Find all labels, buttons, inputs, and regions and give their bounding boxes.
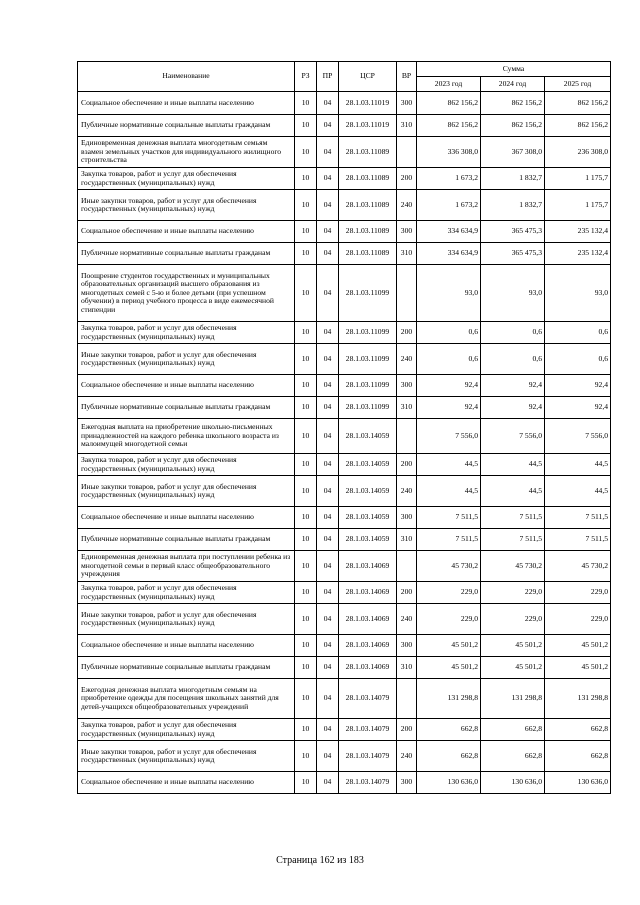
row-pr: 04 — [317, 419, 339, 454]
table-row — [78, 604, 611, 635]
row-csr: 28.1.03.11099 — [339, 375, 397, 397]
row-vr: 310 — [397, 657, 417, 679]
row-amount-2024: 92,4 — [481, 397, 545, 419]
row-rz: 10 — [295, 344, 317, 375]
row-pr: 04 — [317, 115, 339, 137]
row-csr: 28.1.03.14069 — [339, 551, 397, 582]
row-amount-2025: 7 511,5 — [545, 507, 611, 529]
row-amount-2024: 44,5 — [481, 454, 545, 476]
table-row — [78, 419, 611, 454]
row-rz: 10 — [295, 243, 317, 265]
table-row — [78, 741, 611, 772]
table-row — [78, 375, 611, 397]
table-row — [78, 168, 611, 190]
row-vr: 300 — [397, 772, 417, 794]
row-pr: 04 — [317, 476, 339, 507]
row-name: Социальное обеспечение и иные выплаты населению — [78, 92, 295, 115]
row-name: Единовременная денежная выплата многодетным семьям взамен земельных участков для индивидуального жилищного строительства — [78, 137, 295, 168]
row-amount-2024: 1 832,7 — [481, 190, 545, 221]
row-amount-2025: 45 501,2 — [545, 657, 611, 679]
row-amount-2025: 130 636,0 — [545, 772, 611, 794]
row-amount-2025: 7 556,0 — [545, 419, 611, 454]
row-amount-2023: 862 156,2 — [417, 115, 481, 137]
row-amount-2023: 7 511,5 — [417, 529, 481, 551]
table-row — [78, 507, 611, 529]
row-vr: 240 — [397, 344, 417, 375]
row-csr: 28.1.03.11019 — [339, 92, 397, 115]
row-csr: 28.1.03.14069 — [339, 582, 397, 604]
row-csr: 28.1.03.11099 — [339, 344, 397, 375]
row-rz: 10 — [295, 454, 317, 476]
row-pr: 04 — [317, 551, 339, 582]
row-amount-2023: 45 501,2 — [417, 635, 481, 657]
row-amount-2024: 862 156,2 — [481, 115, 545, 137]
table-row — [78, 719, 611, 741]
row-amount-2025: 131 298,8 — [545, 679, 611, 719]
row-vr: 310 — [397, 529, 417, 551]
row-pr: 04 — [317, 582, 339, 604]
row-rz: 10 — [295, 657, 317, 679]
row-pr: 04 — [317, 322, 339, 344]
row-vr: 300 — [397, 375, 417, 397]
row-vr: 200 — [397, 454, 417, 476]
table-row — [78, 344, 611, 375]
row-rz: 10 — [295, 265, 317, 322]
table-row — [78, 137, 611, 168]
row-pr: 04 — [317, 168, 339, 190]
row-name: Иные закупки товаров, работ и услуг для обеспечения государственных (муниципальных) нужд — [78, 604, 295, 635]
row-amount-2025: 235 132,4 — [545, 221, 611, 243]
row-amount-2024: 93,0 — [481, 265, 545, 322]
row-pr: 04 — [317, 397, 339, 419]
row-pr: 04 — [317, 719, 339, 741]
row-pr: 04 — [317, 635, 339, 657]
row-name: Закупка товаров, работ и услуг для обеспечения государственных (муниципальных) нужд — [78, 454, 295, 476]
row-amount-2024: 662,8 — [481, 719, 545, 741]
row-rz: 10 — [295, 679, 317, 719]
row-csr: 28.1.03.11099 — [339, 322, 397, 344]
row-amount-2025: 662,8 — [545, 719, 611, 741]
row-amount-2025: 92,4 — [545, 397, 611, 419]
row-vr: 300 — [397, 221, 417, 243]
row-csr: 28.1.03.11089 — [339, 168, 397, 190]
row-amount-2024: 1 832,7 — [481, 168, 545, 190]
row-amount-2023: 334 634,9 — [417, 243, 481, 265]
row-name: Закупка товаров, работ и услуг для обеспечения государственных (муниципальных) нужд — [78, 719, 295, 741]
row-csr: 28.1.03.14059 — [339, 529, 397, 551]
table-header — [78, 62, 611, 92]
row-rz: 10 — [295, 635, 317, 657]
table-row — [78, 582, 611, 604]
row-rz: 10 — [295, 115, 317, 137]
row-vr: 200 — [397, 168, 417, 190]
row-amount-2024: 7 511,5 — [481, 529, 545, 551]
row-rz: 10 — [295, 719, 317, 741]
row-pr: 04 — [317, 679, 339, 719]
row-amount-2024: 229,0 — [481, 582, 545, 604]
row-vr — [397, 679, 417, 719]
row-amount-2024: 365 475,3 — [481, 243, 545, 265]
row-amount-2025: 45 501,2 — [545, 635, 611, 657]
row-rz: 10 — [295, 551, 317, 582]
row-amount-2024: 45 501,2 — [481, 635, 545, 657]
row-amount-2024: 7 556,0 — [481, 419, 545, 454]
row-amount-2024: 365 475,3 — [481, 221, 545, 243]
row-amount-2023: 662,8 — [417, 741, 481, 772]
col-sum-header: Сумма — [417, 62, 611, 77]
row-name: Поощрение студентов государственных и муниципальных образовательных организаций высшего образования из многодетных семей с 5-ю и более детьми (при успешном обучении) в период учебного процесса в виде ежемесячной стипендии — [78, 265, 295, 322]
row-pr: 04 — [317, 507, 339, 529]
row-name: Социальное обеспечение и иные выплаты населению — [78, 375, 295, 397]
row-rz: 10 — [295, 604, 317, 635]
row-vr: 200 — [397, 582, 417, 604]
row-vr — [397, 419, 417, 454]
table-row — [78, 476, 611, 507]
col-pr-header: ПР — [317, 62, 339, 92]
row-vr: 240 — [397, 190, 417, 221]
row-vr: 240 — [397, 476, 417, 507]
row-name: Иные закупки товаров, работ и услуг для обеспечения государственных (муниципальных) нужд — [78, 741, 295, 772]
row-pr: 04 — [317, 604, 339, 635]
row-amount-2023: 0,6 — [417, 344, 481, 375]
table-row — [78, 772, 611, 794]
table-row — [78, 551, 611, 582]
row-amount-2023: 7 556,0 — [417, 419, 481, 454]
row-vr: 300 — [397, 635, 417, 657]
table-row — [78, 635, 611, 657]
row-pr: 04 — [317, 344, 339, 375]
row-amount-2023: 1 673,2 — [417, 190, 481, 221]
row-rz: 10 — [295, 190, 317, 221]
row-amount-2025: 0,6 — [545, 322, 611, 344]
row-vr — [397, 265, 417, 322]
row-amount-2025: 0,6 — [545, 344, 611, 375]
row-vr: 310 — [397, 397, 417, 419]
row-amount-2024: 92,4 — [481, 375, 545, 397]
row-pr: 04 — [317, 741, 339, 772]
row-amount-2023: 229,0 — [417, 604, 481, 635]
row-csr: 28.1.03.11089 — [339, 190, 397, 221]
row-name: Публичные нормативные социальные выплаты гражданам — [78, 397, 295, 419]
row-amount-2025: 44,5 — [545, 454, 611, 476]
row-csr: 28.1.03.14059 — [339, 476, 397, 507]
row-rz: 10 — [295, 772, 317, 794]
row-name: Ежегодная выплата на приобретение школьно-письменных принадлежностей на каждого ребенка школьного возраста из малоимущей многодетной семьи — [78, 419, 295, 454]
table-row — [78, 243, 611, 265]
row-amount-2024: 7 511,5 — [481, 507, 545, 529]
row-name: Публичные нормативные социальные выплаты гражданам — [78, 657, 295, 679]
row-vr: 200 — [397, 322, 417, 344]
table-row — [78, 92, 611, 115]
row-amount-2023: 92,4 — [417, 375, 481, 397]
row-csr: 28.1.03.14059 — [339, 507, 397, 529]
table-body — [78, 92, 611, 794]
row-vr: 200 — [397, 719, 417, 741]
row-amount-2023: 662,8 — [417, 719, 481, 741]
row-amount-2025: 235 132,4 — [545, 243, 611, 265]
row-amount-2023: 862 156,2 — [417, 92, 481, 115]
row-amount-2025: 236 308,0 — [545, 137, 611, 168]
row-name: Закупка товаров, работ и услуг для обеспечения государственных (муниципальных) нужд — [78, 582, 295, 604]
row-csr: 28.1.03.14079 — [339, 772, 397, 794]
table-row — [78, 322, 611, 344]
row-csr: 28.1.03.14079 — [339, 741, 397, 772]
row-name: Публичные нормативные социальные выплаты гражданам — [78, 529, 295, 551]
col-name-header: Наименование — [78, 62, 295, 92]
row-amount-2024: 45 501,2 — [481, 657, 545, 679]
row-rz: 10 — [295, 221, 317, 243]
row-name: Публичные нормативные социальные выплаты гражданам — [78, 115, 295, 137]
row-amount-2024: 130 636,0 — [481, 772, 545, 794]
row-amount-2023: 45 501,2 — [417, 657, 481, 679]
row-csr: 28.1.03.11089 — [339, 243, 397, 265]
table-row — [78, 221, 611, 243]
col-csr-header: ЦСР — [339, 62, 397, 92]
row-amount-2025: 92,4 — [545, 375, 611, 397]
col-year-2024-header: 2024 год — [481, 77, 545, 92]
page-number: Страница 162 из 183 — [276, 855, 364, 866]
row-name: Ежегодная денежная выплата многодетным семьям на приобретение одежды для посещения школьных занятий для детей-учащихся общеобразовательных учреждений — [78, 679, 295, 719]
row-amount-2023: 7 511,5 — [417, 507, 481, 529]
row-pr: 04 — [317, 657, 339, 679]
row-rz: 10 — [295, 322, 317, 344]
row-csr: 28.1.03.11019 — [339, 115, 397, 137]
row-name: Закупка товаров, работ и услуг для обеспечения государственных (муниципальных) нужд — [78, 322, 295, 344]
row-csr: 28.1.03.14079 — [339, 719, 397, 741]
row-amount-2025: 7 511,5 — [545, 529, 611, 551]
row-amount-2023: 45 730,2 — [417, 551, 481, 582]
row-pr: 04 — [317, 529, 339, 551]
row-vr: 240 — [397, 741, 417, 772]
row-csr: 28.1.03.14069 — [339, 604, 397, 635]
row-pr: 04 — [317, 92, 339, 115]
table-row — [78, 529, 611, 551]
row-amount-2024: 131 298,8 — [481, 679, 545, 719]
row-rz: 10 — [295, 582, 317, 604]
row-rz: 10 — [295, 741, 317, 772]
row-amount-2024: 862 156,2 — [481, 92, 545, 115]
table-row — [78, 115, 611, 137]
row-vr: 240 — [397, 604, 417, 635]
row-pr: 04 — [317, 221, 339, 243]
table-row — [78, 657, 611, 679]
row-amount-2024: 662,8 — [481, 741, 545, 772]
row-csr: 28.1.03.11099 — [339, 397, 397, 419]
table-row — [78, 454, 611, 476]
row-rz: 10 — [295, 168, 317, 190]
row-pr: 04 — [317, 137, 339, 168]
row-csr: 28.1.03.14069 — [339, 657, 397, 679]
row-rz: 10 — [295, 92, 317, 115]
row-amount-2025: 93,0 — [545, 265, 611, 322]
row-rz: 10 — [295, 529, 317, 551]
row-name: Иные закупки товаров, работ и услуг для обеспечения государственных (муниципальных) нужд — [78, 476, 295, 507]
row-vr — [397, 137, 417, 168]
row-name: Иные закупки товаров, работ и услуг для обеспечения государственных (муниципальных) нужд — [78, 190, 295, 221]
table-row — [78, 190, 611, 221]
row-amount-2023: 336 308,0 — [417, 137, 481, 168]
row-name: Иные закупки товаров, работ и услуг для обеспечения государственных (муниципальных) нужд — [78, 344, 295, 375]
row-amount-2023: 92,4 — [417, 397, 481, 419]
col-vr-header: ВР — [397, 62, 417, 92]
row-rz: 10 — [295, 507, 317, 529]
row-pr: 04 — [317, 190, 339, 221]
row-rz: 10 — [295, 137, 317, 168]
col-year-2023-header: 2023 год — [417, 77, 481, 92]
row-amount-2024: 45 730,2 — [481, 551, 545, 582]
row-rz: 10 — [295, 375, 317, 397]
row-amount-2023: 44,5 — [417, 454, 481, 476]
row-vr: 310 — [397, 243, 417, 265]
row-amount-2025: 229,0 — [545, 604, 611, 635]
row-rz: 10 — [295, 476, 317, 507]
row-name: Социальное обеспечение и иные выплаты населению — [78, 772, 295, 794]
row-pr: 04 — [317, 772, 339, 794]
row-vr: 310 — [397, 115, 417, 137]
row-csr: 28.1.03.14069 — [339, 635, 397, 657]
row-csr: 28.1.03.14079 — [339, 679, 397, 719]
row-amount-2025: 1 175,7 — [545, 190, 611, 221]
budget-table — [77, 61, 611, 794]
table-row — [78, 679, 611, 719]
row-amount-2025: 1 175,7 — [545, 168, 611, 190]
row-amount-2025: 862 156,2 — [545, 115, 611, 137]
row-amount-2024: 367 308,0 — [481, 137, 545, 168]
col-rz-header: РЗ — [295, 62, 317, 92]
row-vr: 300 — [397, 507, 417, 529]
row-vr — [397, 551, 417, 582]
row-amount-2023: 130 636,0 — [417, 772, 481, 794]
row-rz: 10 — [295, 419, 317, 454]
row-rz: 10 — [295, 397, 317, 419]
row-pr: 04 — [317, 375, 339, 397]
row-amount-2023: 93,0 — [417, 265, 481, 322]
row-pr: 04 — [317, 265, 339, 322]
row-amount-2023: 334 634,9 — [417, 221, 481, 243]
row-amount-2023: 44,5 — [417, 476, 481, 507]
row-amount-2023: 1 673,2 — [417, 168, 481, 190]
row-amount-2025: 862 156,2 — [545, 92, 611, 115]
row-name: Социальное обеспечение и иные выплаты населению — [78, 221, 295, 243]
row-csr: 28.1.03.11089 — [339, 137, 397, 168]
row-pr: 04 — [317, 454, 339, 476]
row-name: Единовременная денежная выплата при поступлении ребенка из многодетной семьи в первый класс общеобразовательного учреждения — [78, 551, 295, 582]
row-csr: 28.1.03.11099 — [339, 265, 397, 322]
row-name: Закупка товаров, работ и услуг для обеспечения государственных (муниципальных) нужд — [78, 168, 295, 190]
table-row — [78, 265, 611, 322]
row-csr: 28.1.03.11089 — [339, 221, 397, 243]
row-amount-2025: 45 730,2 — [545, 551, 611, 582]
row-name: Публичные нормативные социальные выплаты гражданам — [78, 243, 295, 265]
row-amount-2025: 44,5 — [545, 476, 611, 507]
row-amount-2023: 0,6 — [417, 322, 481, 344]
table-row — [78, 397, 611, 419]
row-pr: 04 — [317, 243, 339, 265]
row-amount-2024: 0,6 — [481, 344, 545, 375]
row-csr: 28.1.03.14059 — [339, 419, 397, 454]
row-csr: 28.1.03.14059 — [339, 454, 397, 476]
row-amount-2023: 229,0 — [417, 582, 481, 604]
row-amount-2024: 44,5 — [481, 476, 545, 507]
row-amount-2025: 662,8 — [545, 741, 611, 772]
row-amount-2025: 229,0 — [545, 582, 611, 604]
row-amount-2024: 0,6 — [481, 322, 545, 344]
row-name: Социальное обеспечение и иные выплаты населению — [78, 635, 295, 657]
row-vr: 300 — [397, 92, 417, 115]
row-amount-2024: 229,0 — [481, 604, 545, 635]
row-amount-2023: 131 298,8 — [417, 679, 481, 719]
col-year-2025-header: 2025 год — [545, 77, 611, 92]
row-name: Социальное обеспечение и иные выплаты населению — [78, 507, 295, 529]
